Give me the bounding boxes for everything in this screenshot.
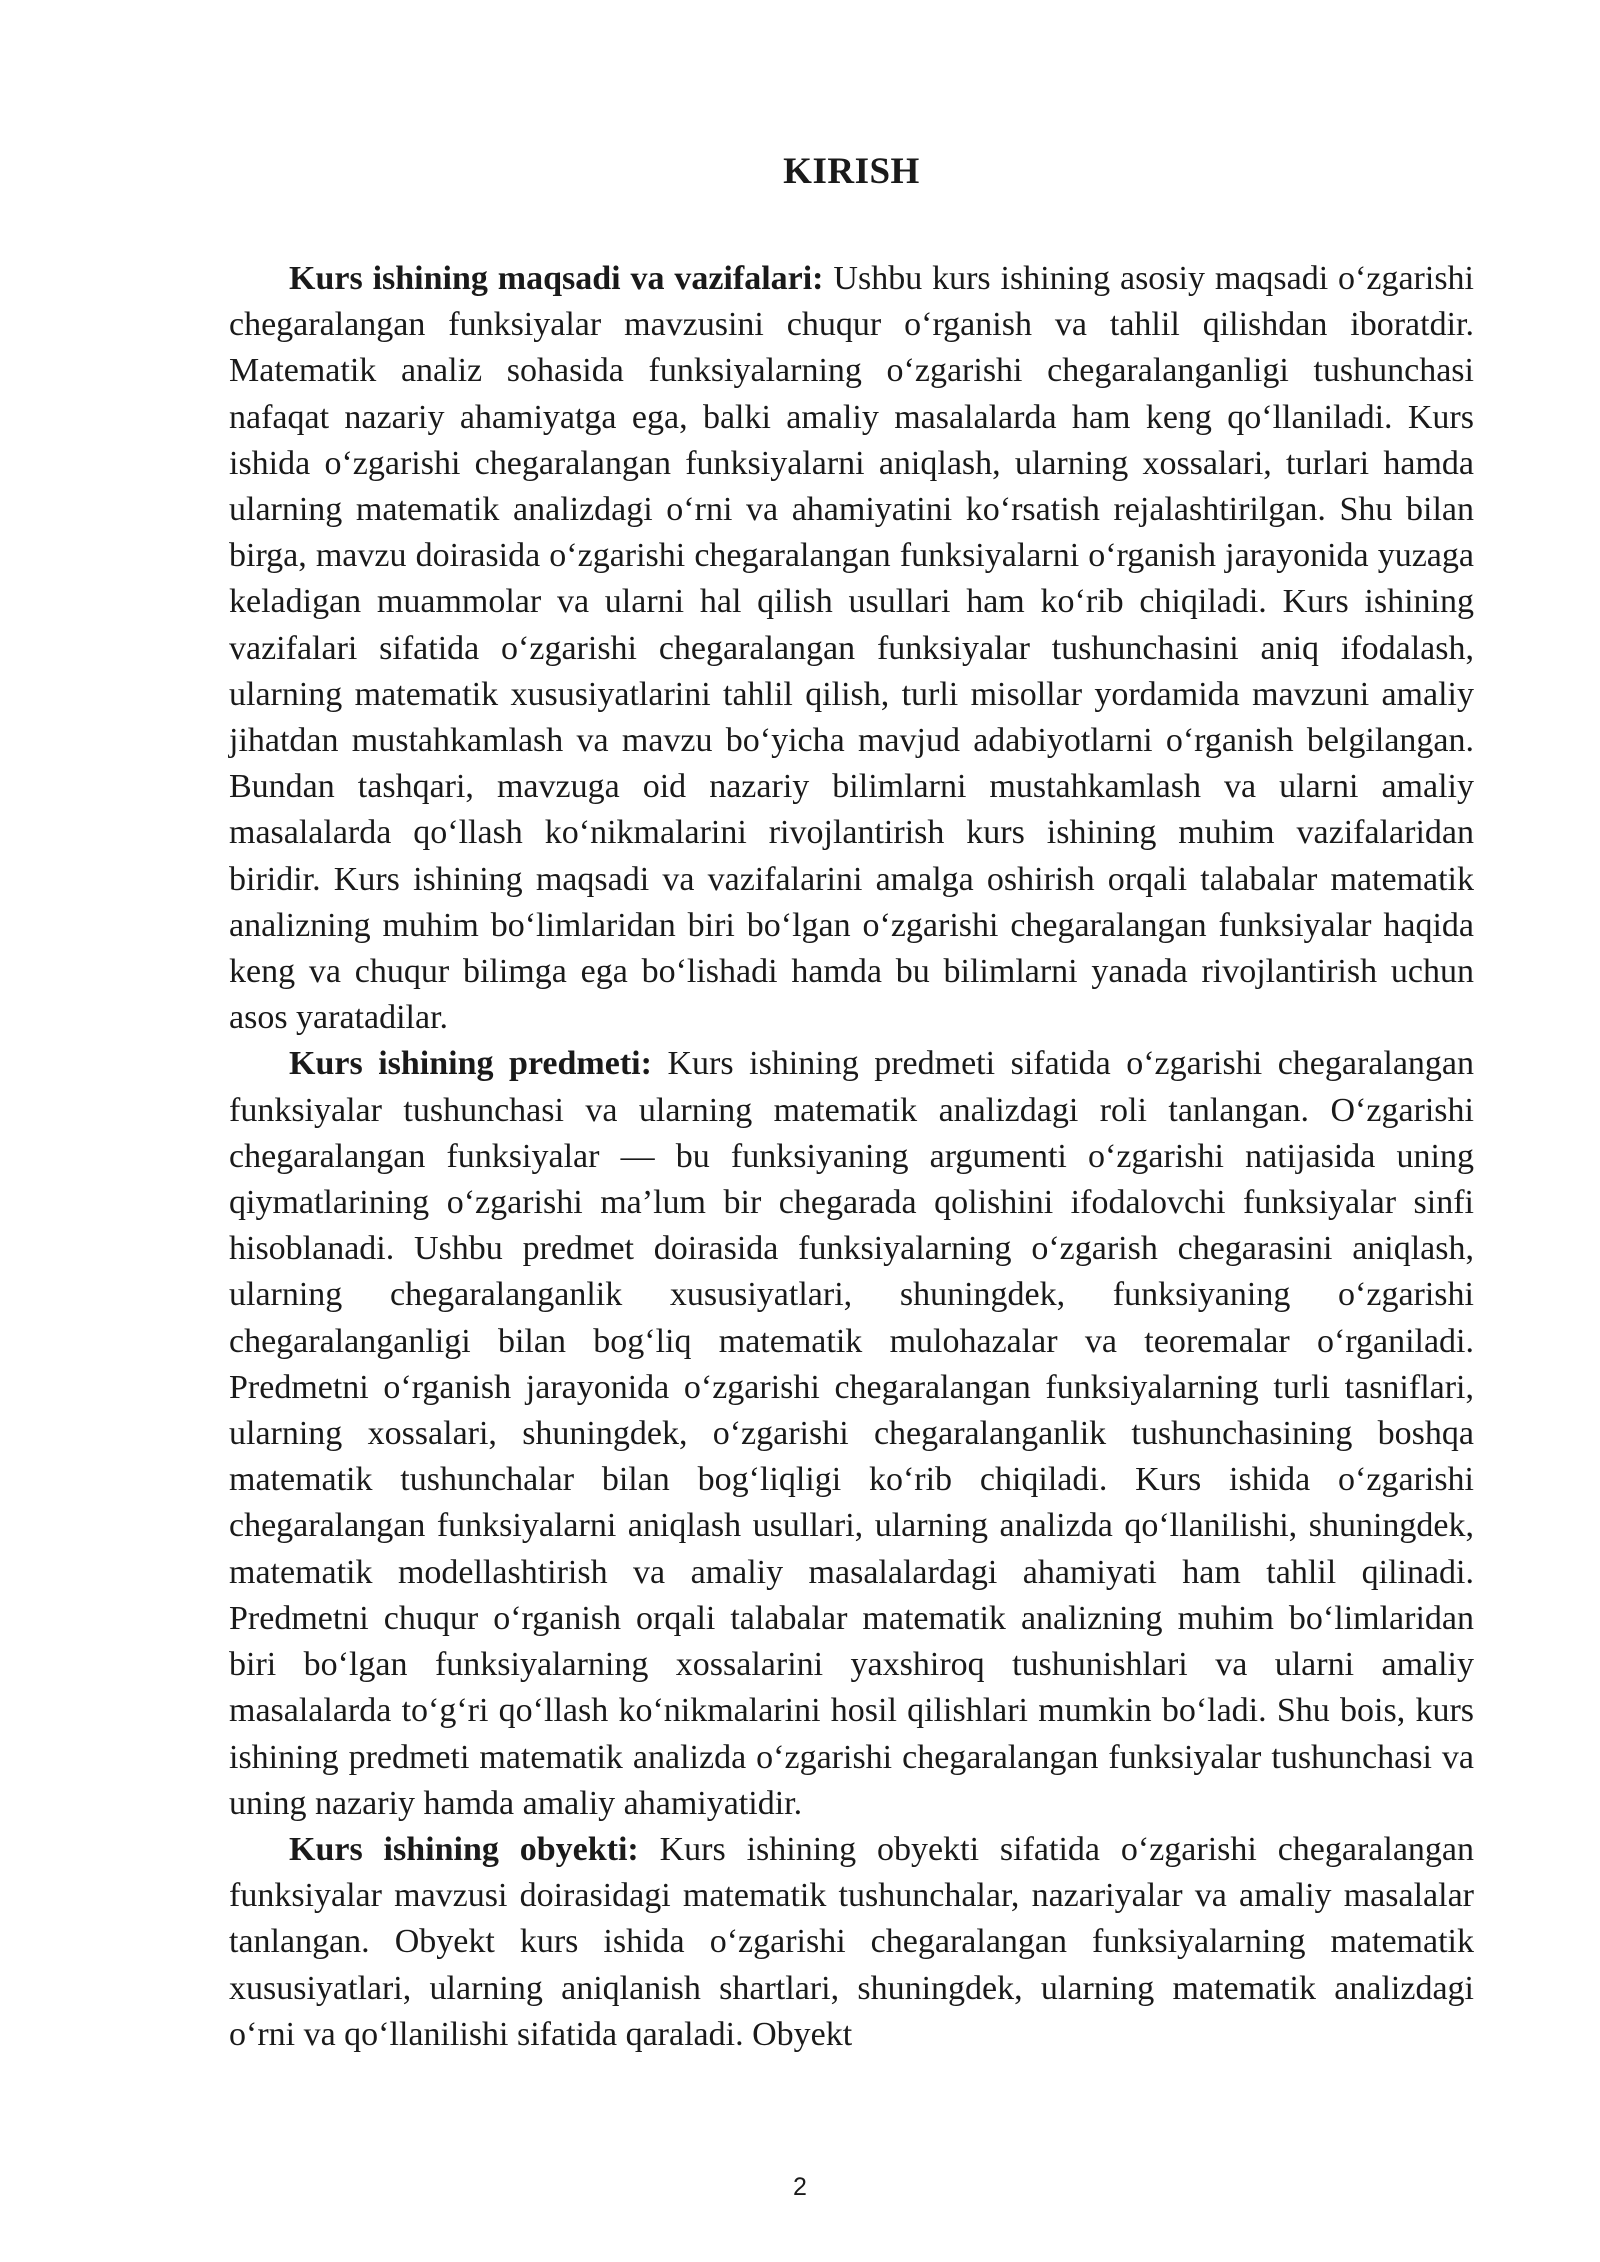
document-page	[229, 148, 1474, 2058]
page-number: 2	[793, 2173, 807, 2201]
section-subject	[229, 1041, 1474, 1826]
section-body-object: Kurs ishining obyekti sifatida o‘zgarishi chegaralangan funksiyalar mavzusi doirasidagi matematik tushunchalar, nazariyalar va amaliy masalalar tanlangan. Obyekt kurs ishida o‘zgarishi chegaralangan funksiyalarning matematik xususiyatlari, ularning aniqlanish shartlari, shuningdek, ularning matematik analizdagi o‘rni va qo‘llanilishi sifatida qaraladi. Obyekt	[229, 1830, 1475, 2053]
section-heading-subject: Kurs ishining predmeti:	[289, 1045, 652, 1083]
section-body-aim: Ushbu kurs ishining asosiy maqsadi o‘zgarishi chegaralangan funksiyalar mavzusini chuqur o‘rganish va tahlil qilishdan iboratdir. Matematik analiz sohasida funksiyalarning o‘zgarishi chegaralanganligi tushunchasi nafaqat nazariy ahamiyatga ega, balki amaliy masalalarda ham keng qo‘llaniladi. Kurs ishida o‘zgarishi chegaralangan funksiyalarni aniqlash, ularning xossalari, turlari hamda ularning matematik analizdagi o‘rni va ahamiyatini ko‘rsatish rejalashtirilgan. Shu bilan birga, mavzu doirasida o‘zgarishi chegaralangan funksiyalarni o‘rganish jarayonida yuzaga keladigan muammolar va ularni hal qilish usullari ham ko‘rib chiqiladi. Kurs ishining vazifalari sifatida o‘zgarishi chegaralangan funksiyalar tushunchasini aniq ifodalash, ularning matematik xususiyatlarini tahlil qilish, turli misollar yordamida mavzuni amaliy jihatdan mustahkamlash va mavzu bo‘yicha mavjud adabiyotlarni o‘rganish belgilangan. Bundan tashqari, mavzuga oid nazariy bilimlarni mustahkamlash va ularni amaliy masalalarda qo‘llash ko‘nikmalarini rivojlantirish kurs ishining muhim vazifalaridan biridir. Kurs ishining maqsadi va vazifalarini amalga oshirish orqali talabalar matematik analizning muhim bo‘limlaridan biri bo‘lgan o‘zgarishi chegaralangan funksiyalar haqida keng va chuqur bilimga ega bo‘lishadi hamda bu bilimlarni yanada rivojlantirish uchun asos yaratadilar.	[229, 260, 1475, 1037]
page-title: KIRISH	[783, 151, 920, 192]
section-heading-aim: Kurs ishining maqsadi va vazifalari:	[289, 260, 824, 297]
section-object	[229, 1827, 1474, 2058]
section-body-subject: Kurs ishining predmeti sifatida o‘zgarishi chegaralangan funksiyalar tushunchasi va ularning matematik analizdagi roli tanlangan. O‘zgarishi chegaralangan funksiyalar — bu funksiyaning argumenti o‘zgarishi natijasida uning qiymatlarining o‘zgarishi ma’lum bir chegarada qolishini ifodalovchi funksiyalar sinfi hisoblanadi. Ushbu predmet doirasida funksiyalarning o‘zgarish chegarasini aniqlash, ularning chegaralanganlik xususiyatlari, shuningdek, funksiyaning o‘zgarishi chegaralanganligi bilan bog‘liq matematik mulohazalar va teoremalar o‘rganiladi. Predmetni o‘rganish jarayonida o‘zgarishi chegaralangan funksiyalarning turli tasniflari, ularning xossalari, shuningdek, o‘zgarishi chegaralanganlik tushunchasining boshqa matematik tushunchalar bilan bog‘liqligi ko‘rib chiqiladi. Kurs ishida o‘zgarishi chegaralangan funksiyalarni aniqlash usullari, ularning analizda qo‘llanilishi, shuningdek, matematik modellashtirish va amaliy masalalardagi ahamiyati ham tahlil qilinadi. Predmetni chuqur o‘rganish orqali talabalar matematik analizning muhim bo‘limlaridan biri bo‘lgan funksiyalarning xossalarini yaxshiroq tushunishlari va ularni amaliy masalalarda to‘g‘ri qo‘llash ko‘nikmalarini hosil qilishlari mumkin bo‘ladi. Shu bois, kurs ishining predmeti matematik analizda o‘zgarishi chegaralangan funksiyalar tushunchasi va uning nazariy hamda amaliy ahamiyatidir.	[229, 1045, 1475, 1822]
section-aim-and-tasks	[229, 256, 1474, 1041]
section-heading-object: Kurs ishining obyekti:	[289, 1830, 639, 1868]
